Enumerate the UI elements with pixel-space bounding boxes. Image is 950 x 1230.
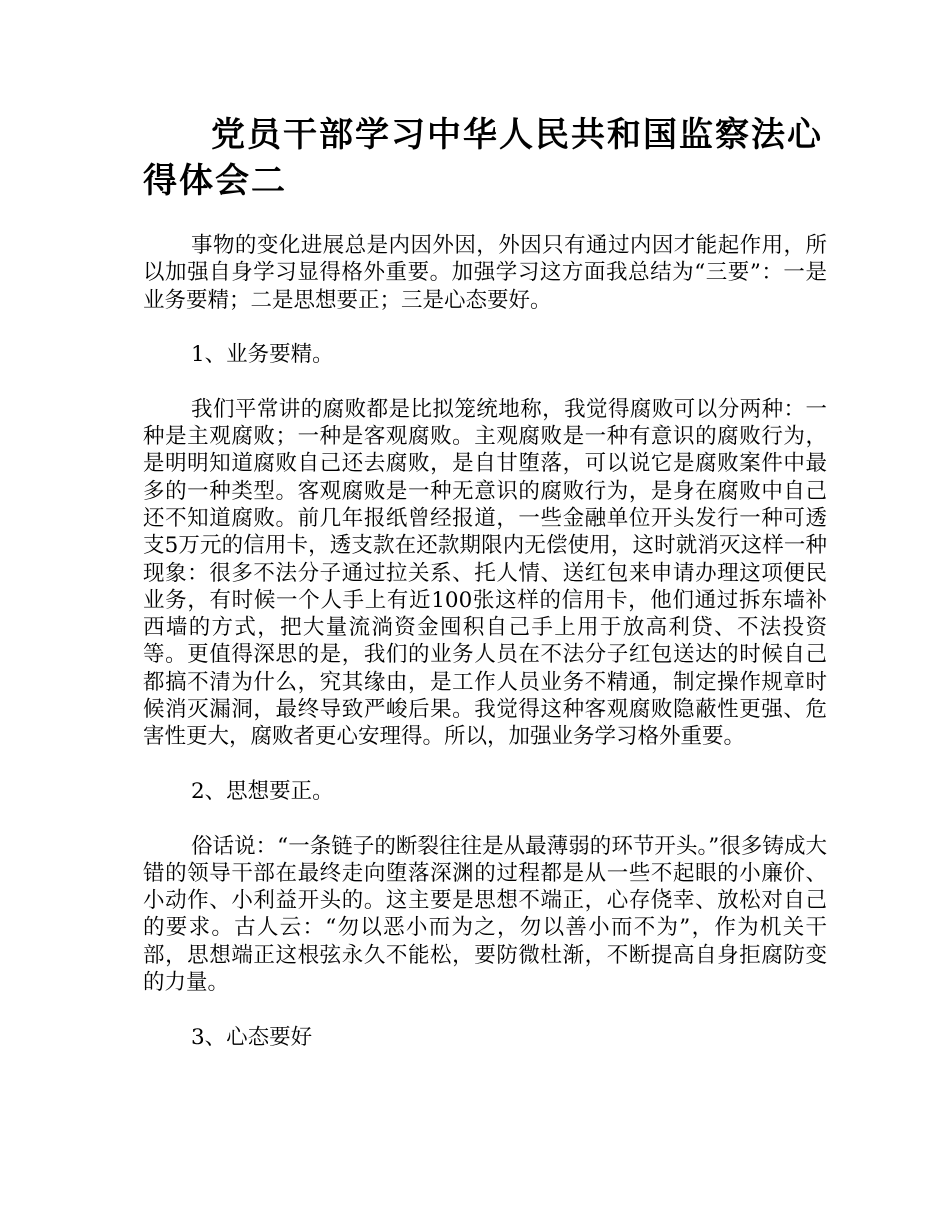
document-title: 党员干部学习中华人民共和国监察法心得体会二 bbox=[143, 115, 823, 201]
section-2-paragraph: 俗话说：“一条链子的断裂往往是从最薄弱的环节开头。”很多铸成大错的领导干部在最终走向堕落深渊的过程都是从一些不起眼的小廉价、小动作、小利益开头的。这主要是思想不端正，心存侥幸、放松对自己的要求。古人云：“勿以恶小而为之，勿以善小而不为”，作为机关干部，思想端正这根弦永久不能松，要防微杜渐，不断提高自身拒腐防变的力量。 bbox=[143, 833, 827, 996]
intro-paragraph: 事物的变化进展总是内因外因，外因只有通过内因才能起作用，所以加强自身学习显得格外重要。加强学习这方面我总结为“三要”：一是业务要精；二是思想要正；三是心态要好。 bbox=[143, 233, 827, 313]
section-heading-1: 1、业务要精。 bbox=[191, 342, 334, 368]
section-heading-2: 2、思想要正。 bbox=[191, 778, 334, 804]
document-body bbox=[143, 112, 827, 1078]
section-1-paragraph: 我们平常讲的腐败都是比拟笼统地称，我觉得腐败可以分两种：一种是主观腐败；一种是客观腐败。主观腐败是一种有意识的腐败行为，是明明知道腐败自己还去腐败，是自甘堕落，可以说它是腐败案件中最多的一种类型。客观腐败是一种无意识的腐败行为，是身在腐败中自己还不知道腐败。前几年报纸曾经报道，一些金融单位开头发行一种可透支5万元的信用卡，透支款在还款期限内无偿使用，这时就消灭这样一种现象：很多不法分子通过拉关系、托人情、送红包来申请办理这项便民业务，有时候一个人手上有近100张这样的信用卡，他们通过拆东墙补西墙的方式，把大量流淌资金囤积自己手上用于放高利贷、不法投资等。更值得深思的是，我们的业务人员在不法分子红包送达的时候自己都搞不清为什么，究其缘由，是工作人员业务不精通，制定操作规章时候消灭漏洞，最终导致严峻后果。我觉得这种客观腐败隐蔽性更强、危害性更大，腐败者更心安理得。所以，加强业务学习格外重要。 bbox=[143, 396, 827, 750]
section-heading-3: 3、心态要好 bbox=[191, 1024, 313, 1050]
